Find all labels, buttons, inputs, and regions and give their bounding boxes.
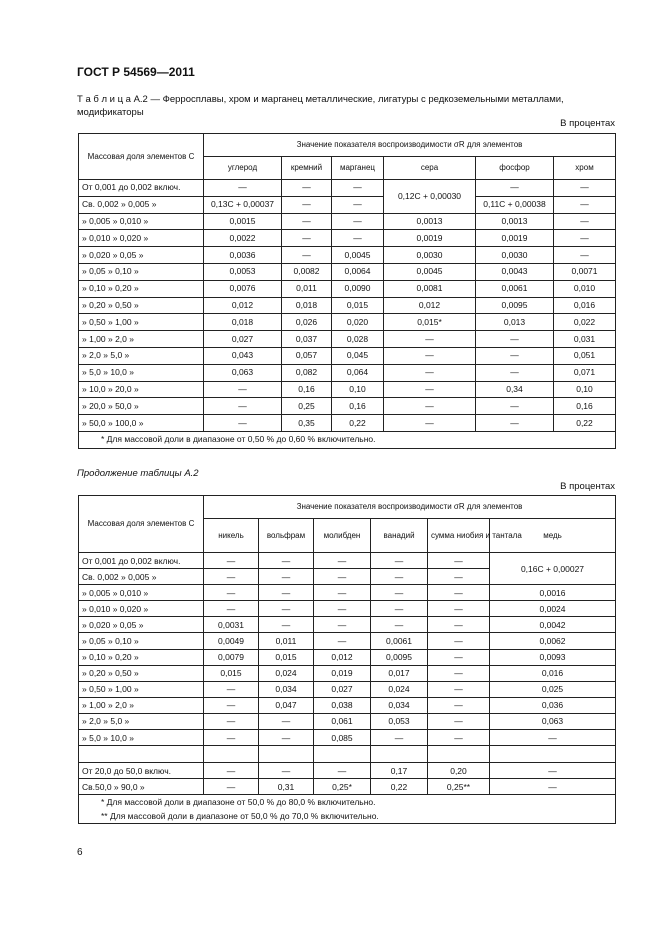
table-cell: 0,012 — [314, 649, 371, 665]
table-row — [79, 665, 616, 681]
table-cell: 0,35 — [282, 415, 332, 432]
row-label: » 0,10 » 0,20 » — [79, 649, 204, 665]
table-cell: 0,13С + 0,00037 — [204, 196, 282, 213]
table-cell: 0,25* — [314, 779, 371, 795]
table-cell: 0,20 — [428, 763, 490, 779]
table-cell: 0,017 — [371, 665, 428, 681]
row-label: » 0,50 » 1,00 » — [79, 314, 204, 331]
table-cell: 0,034 — [371, 697, 428, 713]
table-cell: 0,0030 — [476, 247, 554, 264]
table-cell: — — [371, 553, 428, 569]
table-cell: 0,015 — [332, 297, 384, 314]
table-cell: — — [476, 347, 554, 364]
table-cell — [428, 746, 490, 763]
table-cell: 0,0015 — [204, 213, 282, 230]
table-cell: — — [332, 180, 384, 197]
table-cell: 0,25 — [282, 398, 332, 415]
table-cell: — — [204, 730, 259, 746]
table-cell — [314, 746, 371, 763]
table-cell: 0,0024 — [490, 601, 616, 617]
row-label: » 0,005 » 0,010 » — [79, 585, 204, 601]
table-cell: — — [384, 331, 476, 348]
table-cell: 0,0093 — [490, 649, 616, 665]
table-note-1: * Для массовой доли в диапазоне от 50,0 % до 80,0 % включительно. — [79, 795, 616, 810]
table-cell: — — [314, 569, 371, 585]
table-cell: 0,020 — [332, 314, 384, 331]
table-cell: — — [204, 681, 259, 697]
table-cell: 0,25** — [428, 779, 490, 795]
table-cell: — — [204, 697, 259, 713]
table-cell: — — [428, 617, 490, 633]
row-label: » 20,0 » 50,0 » — [79, 398, 204, 415]
table-cell: — — [332, 230, 384, 247]
row-label: » 0,20 » 0,50 » — [79, 665, 204, 681]
table-row — [79, 314, 616, 331]
table-cell: 0,010 — [554, 280, 616, 297]
table-cell: — — [476, 398, 554, 415]
table-cell: 0,019 — [314, 665, 371, 681]
table-row — [79, 763, 616, 779]
table-cell: — — [282, 247, 332, 264]
table-cell: — — [282, 213, 332, 230]
table-cell: — — [204, 601, 259, 617]
continuation-label: Продолжение таблицы А.2 — [77, 468, 199, 479]
column-header: хром — [554, 157, 616, 180]
table-cell: 0,037 — [282, 331, 332, 348]
table-cell: — — [428, 569, 490, 585]
table-row — [79, 331, 616, 348]
table-row — [79, 381, 616, 398]
page-number: 6 — [77, 847, 83, 858]
table-cell: 0,17 — [371, 763, 428, 779]
table-cell: — — [476, 415, 554, 432]
table-caption: Т а б л и ц а А.2 — Ферросплавы, хром и марганец металлические, лигатуры с редкоземельными металлами, модификаторы — [77, 94, 564, 118]
table-cell: 0,085 — [314, 730, 371, 746]
column-header: сера — [384, 157, 476, 180]
table-cell: — — [204, 585, 259, 601]
table-row — [79, 196, 616, 213]
table-cell: 0,011 — [282, 280, 332, 297]
table-cell: — — [314, 585, 371, 601]
table-cell: 0,071 — [554, 364, 616, 381]
table-cell: — — [428, 649, 490, 665]
row-label: » 0,005 » 0,010 » — [79, 213, 204, 230]
table-cell: — — [204, 415, 282, 432]
table-row — [79, 697, 616, 713]
table-cell: — — [259, 617, 314, 633]
table-row — [79, 180, 616, 197]
table-cell: — — [259, 585, 314, 601]
table-cell: 0,027 — [204, 331, 282, 348]
document-code: ГОСТ Р 54569—2011 — [77, 65, 195, 79]
table-cell: 0,057 — [282, 347, 332, 364]
table-cell: 0,018 — [282, 297, 332, 314]
table-cell: 0,10 — [332, 381, 384, 398]
table-cell: — — [314, 553, 371, 569]
table-cell: — — [204, 713, 259, 729]
table-cell: 0,012 — [204, 297, 282, 314]
row-label: » 2,0 » 5,0 » — [79, 347, 204, 364]
table-row — [79, 601, 616, 617]
table-cell: — — [476, 331, 554, 348]
table-cell: 0,0095 — [371, 649, 428, 665]
table-cell: 0,0045 — [332, 247, 384, 264]
table-row — [79, 213, 616, 230]
table-cell: — — [259, 553, 314, 569]
table-cell: — — [259, 730, 314, 746]
table-note-2: ** Для массовой доли в диапазоне от 50,0 % до 70,0 % включительно. — [79, 809, 616, 824]
table-row — [79, 713, 616, 729]
table-cell: 0,0043 — [476, 263, 554, 280]
row-label: » 1,00 » 2,0 » — [79, 331, 204, 348]
table-cell: 0,051 — [554, 347, 616, 364]
column-header: никель — [204, 519, 259, 553]
reproducibility-table-2 — [78, 495, 616, 824]
table-cell: 0,0031 — [204, 617, 259, 633]
table-cell: — — [428, 665, 490, 681]
table-row — [79, 263, 616, 280]
table-cell: — — [428, 730, 490, 746]
table-cell: — — [282, 196, 332, 213]
table-cell: 0,025 — [490, 681, 616, 697]
table-cell: — — [476, 180, 554, 197]
table-cell: 0,016 — [554, 297, 616, 314]
table-cell: 0,028 — [332, 331, 384, 348]
table-row — [79, 746, 616, 763]
table-cell: 0,016 — [490, 665, 616, 681]
column-header: углерод — [204, 157, 282, 180]
table-cell: 0,31 — [259, 779, 314, 795]
table-cell — [371, 746, 428, 763]
table-cell: — — [259, 601, 314, 617]
table-cell: 0,0022 — [204, 230, 282, 247]
row-label: » 0,010 » 0,020 » — [79, 230, 204, 247]
table-cell: — — [428, 697, 490, 713]
row-label: » 0,10 » 0,20 » — [79, 280, 204, 297]
table-cell: — — [554, 196, 616, 213]
table-cell: 0,0053 — [204, 263, 282, 280]
row-label: » 2,0 » 5,0 » — [79, 713, 204, 729]
table-cell: 0,0049 — [204, 633, 259, 649]
column-header: сумма ниобия и тантала — [428, 519, 490, 553]
row-label: » 0,020 » 0,05 » — [79, 247, 204, 264]
table-cell: 0,0045 — [384, 263, 476, 280]
table-cell: — — [428, 601, 490, 617]
table-row — [79, 585, 616, 601]
unit-label: В процентах — [560, 118, 615, 129]
table-cell: — — [371, 601, 428, 617]
table-cell: — — [428, 713, 490, 729]
row-label: От 0,001 до 0,002 включ. — [79, 553, 204, 569]
merged-cell-copper: 0,16С + 0,00027 — [490, 553, 616, 585]
column-header: кремний — [282, 157, 332, 180]
table-row — [79, 297, 616, 314]
table-cell: — — [384, 398, 476, 415]
table-cell: 0,063 — [204, 364, 282, 381]
table-cell: — — [282, 180, 332, 197]
table-row — [79, 398, 616, 415]
table-cell: — — [204, 180, 282, 197]
row-label: » 0,20 » 0,50 » — [79, 297, 204, 314]
table-cell: 0,16 — [554, 398, 616, 415]
group-header: Значение показателя воспроизводимости σR для элементов — [204, 496, 616, 519]
column-header: молибден — [314, 519, 371, 553]
table-cell: 0,024 — [371, 681, 428, 697]
table-row — [79, 247, 616, 264]
table-cell: — — [371, 617, 428, 633]
table-cell: 0,16 — [282, 381, 332, 398]
merged-cell-sera: 0,12С + 0,00030 — [384, 180, 476, 214]
row-label: » 5,0 » 10,0 » — [79, 730, 204, 746]
table-cell: 0,34 — [476, 381, 554, 398]
table-cell: — — [490, 730, 616, 746]
table-cell: 0,015 — [259, 649, 314, 665]
table-cell: 0,0076 — [204, 280, 282, 297]
table-cell: — — [371, 730, 428, 746]
table-row — [79, 730, 616, 746]
table-cell: — — [282, 230, 332, 247]
table-cell: 0,0019 — [384, 230, 476, 247]
table-cell: — — [554, 180, 616, 197]
table-cell: 0,015* — [384, 314, 476, 331]
table-cell: 0,047 — [259, 697, 314, 713]
table-cell: 0,0016 — [490, 585, 616, 601]
table-cell: — — [259, 713, 314, 729]
table-cell: 0,043 — [204, 347, 282, 364]
table-cell: — — [428, 681, 490, 697]
table-cell: 0,026 — [282, 314, 332, 331]
table-cell: 0,036 — [490, 697, 616, 713]
table-cell: 0,0082 — [282, 263, 332, 280]
table-cell: — — [314, 617, 371, 633]
table-cell: 0,0019 — [476, 230, 554, 247]
row-label: » 1,00 » 2,0 » — [79, 697, 204, 713]
table-cell: 0,015 — [204, 665, 259, 681]
column-header: медь — [490, 519, 616, 553]
table-row — [79, 617, 616, 633]
table-cell: 0,018 — [204, 314, 282, 331]
table-cell: 0,082 — [282, 364, 332, 381]
table-row — [79, 415, 616, 432]
table-cell: 0,22 — [554, 415, 616, 432]
table-cell: — — [204, 381, 282, 398]
table-cell: — — [332, 196, 384, 213]
table-cell: — — [428, 633, 490, 649]
table-cell: 0,16 — [332, 398, 384, 415]
table-cell: — — [314, 601, 371, 617]
table-row — [79, 779, 616, 795]
table-cell: 0,0095 — [476, 297, 554, 314]
table-cell: 0,0071 — [554, 263, 616, 280]
table-cell: 0,0062 — [490, 633, 616, 649]
table-cell: — — [204, 779, 259, 795]
row-label: Св. 0,002 » 0,005 » — [79, 569, 204, 585]
table-cell: — — [490, 779, 616, 795]
row-label: » 5,0 » 10,0 » — [79, 364, 204, 381]
table-cell: 0,022 — [554, 314, 616, 331]
row-label: » 0,05 » 0,10 » — [79, 263, 204, 280]
column-header: вольфрам — [259, 519, 314, 553]
row-label: От 0,001 до 0,002 включ. — [79, 180, 204, 197]
table-cell — [259, 746, 314, 763]
table-cell: — — [384, 415, 476, 432]
column-header: фосфор — [476, 157, 554, 180]
table-cell: 0,061 — [314, 713, 371, 729]
table-row — [79, 649, 616, 665]
table-cell: — — [554, 230, 616, 247]
table-cell: — — [259, 763, 314, 779]
table-cell: 0,0064 — [332, 263, 384, 280]
table-cell: — — [204, 763, 259, 779]
table-cell — [204, 746, 259, 763]
group-header: Значение показателя воспроизводимости σR для элементов — [204, 134, 616, 157]
table-row — [79, 280, 616, 297]
row-label: » 0,05 » 0,10 » — [79, 633, 204, 649]
table-cell: — — [371, 585, 428, 601]
table-cell — [490, 746, 616, 763]
row-label: От 20,0 до 50,0 включ. — [79, 763, 204, 779]
column-header: марганец — [332, 157, 384, 180]
table-cell: — — [204, 553, 259, 569]
table-cell: — — [204, 398, 282, 415]
table-cell: 0,064 — [332, 364, 384, 381]
table-cell: — — [384, 347, 476, 364]
table-cell: — — [332, 213, 384, 230]
table-cell: — — [204, 569, 259, 585]
table-cell: — — [314, 633, 371, 649]
table-row — [79, 553, 616, 569]
table-cell: 0,10 — [554, 381, 616, 398]
table-row — [79, 633, 616, 649]
table-cell: — — [428, 553, 490, 569]
row-header: Массовая доля элементов С — [79, 496, 204, 553]
reproducibility-table-1 — [78, 133, 616, 449]
row-label: Св.50,0 » 90,0 » — [79, 779, 204, 795]
row-label: » 10,0 » 20,0 » — [79, 381, 204, 398]
table-cell: 0,0036 — [204, 247, 282, 264]
table-note: * Для массовой доли в диапазоне от 0,50 % до 0,60 % включительно. — [79, 431, 616, 448]
table-cell: 0,012 — [384, 297, 476, 314]
table-cell: — — [384, 364, 476, 381]
table-cell: 0,013 — [476, 314, 554, 331]
table-cell: 0,034 — [259, 681, 314, 697]
table-cell: 0,053 — [371, 713, 428, 729]
table-cell: 0,0013 — [476, 213, 554, 230]
table-cell: — — [554, 213, 616, 230]
table-cell: 0,027 — [314, 681, 371, 697]
table-row — [79, 230, 616, 247]
table-cell: 0,0042 — [490, 617, 616, 633]
table-cell: 0,038 — [314, 697, 371, 713]
row-label: » 0,010 » 0,020 » — [79, 601, 204, 617]
table-cell: — — [314, 763, 371, 779]
table-cell: 0,011 — [259, 633, 314, 649]
table-cell: 0,0061 — [476, 280, 554, 297]
table-cell: — — [428, 585, 490, 601]
table-cell: 0,0081 — [384, 280, 476, 297]
table-row — [79, 364, 616, 381]
table-cell: 0,0061 — [371, 633, 428, 649]
table-cell: 0,22 — [332, 415, 384, 432]
table-row — [79, 347, 616, 364]
table-cell: — — [259, 569, 314, 585]
table-cell: — — [384, 381, 476, 398]
unit-label-2: В процентах — [560, 481, 615, 492]
table-cell: 0,0090 — [332, 280, 384, 297]
table-cell: 0,0030 — [384, 247, 476, 264]
table-cell: 0,063 — [490, 713, 616, 729]
table-cell: 0,031 — [554, 331, 616, 348]
table-cell: 0,0079 — [204, 649, 259, 665]
table-row — [79, 681, 616, 697]
row-label — [79, 746, 204, 763]
row-header: Массовая доля элементов С — [79, 134, 204, 180]
table-cell: 0,0013 — [384, 213, 476, 230]
row-label: » 0,020 » 0,05 » — [79, 617, 204, 633]
table-cell: — — [476, 364, 554, 381]
column-header: ванадий — [371, 519, 428, 553]
table-cell: — — [490, 763, 616, 779]
row-label: » 0,50 » 1,00 » — [79, 681, 204, 697]
row-label: » 50,0 » 100,0 » — [79, 415, 204, 432]
table-cell: — — [371, 569, 428, 585]
table-cell: 0,045 — [332, 347, 384, 364]
table-cell: 0,024 — [259, 665, 314, 681]
table-cell: 0,11С + 0,00038 — [476, 196, 554, 213]
table-cell: 0,22 — [371, 779, 428, 795]
row-label: Св. 0,002 » 0,005 » — [79, 196, 204, 213]
table-cell: — — [554, 247, 616, 264]
